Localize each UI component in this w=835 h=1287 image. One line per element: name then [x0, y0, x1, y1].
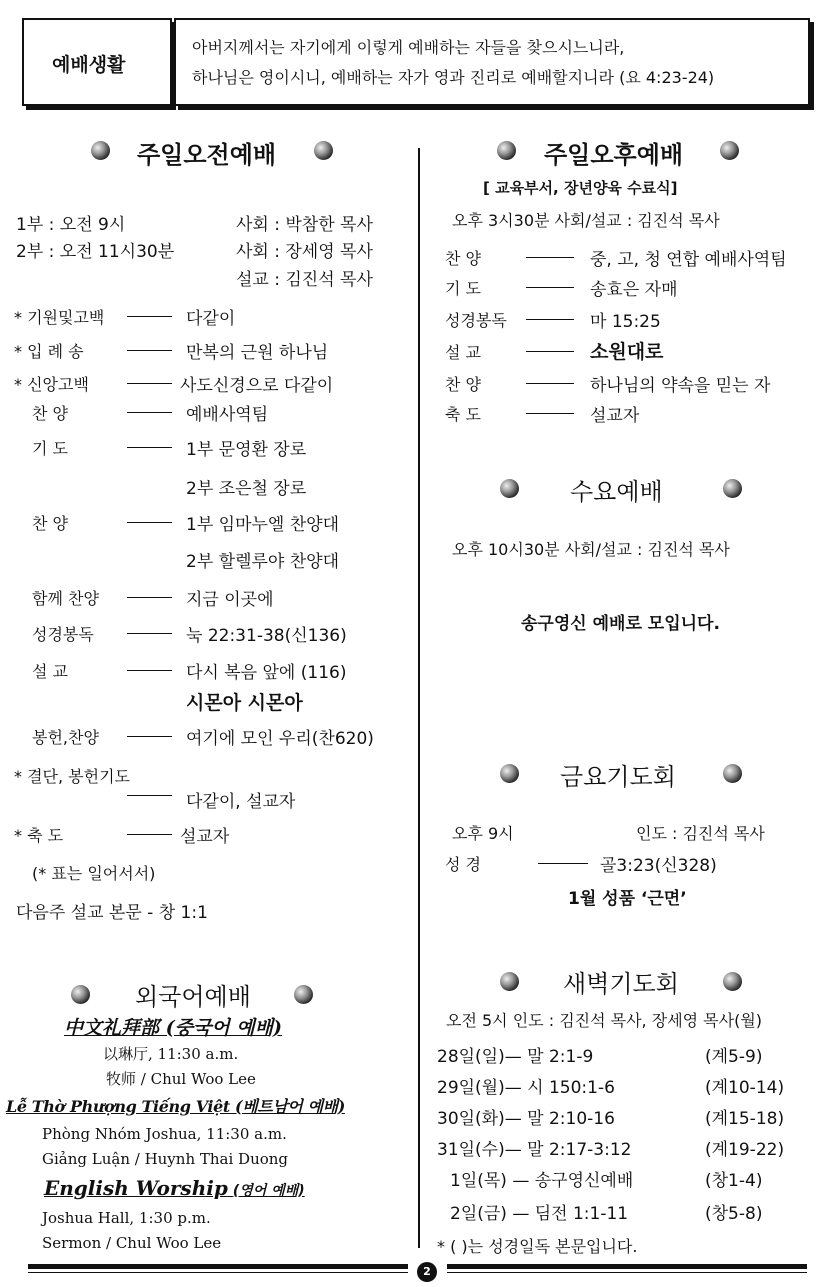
header-quote-box: [174, 18, 810, 106]
dawn-day: 28일(일)— 말 2:1-9: [437, 1047, 594, 1067]
pm-order-label: 설 교: [445, 343, 481, 362]
order-label: 봉헌,찬양: [32, 728, 99, 747]
footer-rule-left: [28, 1264, 408, 1269]
bullet-circle-icon: [497, 141, 516, 160]
order-label: * 기원및고백: [14, 308, 105, 327]
order-value: 여기에 모인 우리(찬620): [186, 729, 374, 749]
pm-order-value: 중, 고, 청 연합 예배사역팀: [590, 250, 787, 270]
order-label: 찬 양: [32, 404, 68, 423]
order-label: 성경봉독: [32, 625, 94, 644]
dawn-day: 2일(금) — 딤전 1:1-11: [450, 1204, 629, 1224]
bullet-circle-icon: [723, 479, 742, 498]
english-line1: Joshua Hall, 1:30 p.m.: [42, 1209, 211, 1227]
friday-time: 오후 9시: [452, 824, 514, 843]
order-label: 찬 양: [32, 514, 68, 533]
dawn-reading: (계5-9): [705, 1047, 763, 1067]
next-week-text: 다음주 설교 본문 - 창 1:1: [16, 903, 208, 923]
morning-title: 주일오전예배: [137, 141, 277, 169]
order-label: 기 도: [32, 439, 68, 458]
dawn-reading: (계19-22): [705, 1140, 785, 1160]
leader-line: [127, 316, 172, 317]
order-label: * 결단, 봉헌기도: [14, 767, 130, 786]
viet-title: Lễ Thờ Phượng Tiếng Việt (베트남어 예배): [6, 1097, 345, 1116]
afternoon-time-host: 오후 3시30분 사회/설교 : 김진석 목사: [452, 211, 720, 230]
dawn-reading: (계15-18): [705, 1109, 785, 1129]
order-value: 만복의 근원 하나님: [186, 343, 329, 363]
wednesday-info: 오후 10시30분 사회/설교 : 김진석 목사: [452, 540, 730, 559]
pm-order-label: 찬 양: [445, 375, 481, 394]
pm-order-label: 성경봉독: [445, 311, 507, 330]
dawn-reading: (창1-4): [705, 1171, 763, 1191]
footer-rule-left-thin: [28, 1272, 408, 1273]
leader-line: [127, 633, 172, 634]
morning-preacher: 설교 : 김진석 목사: [236, 270, 373, 290]
order-value: 설교자: [180, 827, 230, 847]
leader-line: [127, 736, 172, 737]
pm-order-label: 기 도: [445, 279, 481, 298]
dawn-title: 새벽기도회: [563, 970, 679, 998]
friday-bible-value: 골3:23(신328): [600, 856, 717, 876]
order-label: * 입 례 송: [14, 342, 84, 361]
leader-line: [127, 795, 172, 796]
leader-line: [127, 412, 172, 413]
leader-line: [127, 834, 172, 835]
friday-leader: 인도 : 김진석 목사: [636, 824, 765, 843]
bullet-circle-icon: [294, 985, 313, 1004]
morning-service2-time: 2부 : 오전 11시30분: [16, 242, 175, 262]
leader-line: [526, 351, 574, 352]
dawn-day: 1일(목) — 송구영신예배: [450, 1171, 634, 1191]
friday-bible-label: 성 경: [445, 855, 481, 874]
order-label: * 축 도: [14, 826, 64, 845]
leader-line: [127, 447, 172, 448]
friday-title: 금요기도회: [560, 763, 676, 791]
order-value-2: 2부 조은철 장로: [186, 479, 307, 499]
dawn-day: 30일(화)— 말 2:10-16: [437, 1109, 615, 1129]
bullet-circle-icon: [723, 972, 742, 991]
afternoon-subtitle: [ 교육부서, 장년양육 수료식]: [483, 179, 678, 197]
bullet-circle-icon: [500, 479, 519, 498]
morning-service2-host: 사회 : 장세영 목사: [236, 242, 373, 262]
dawn-info: 오전 5시 인도 : 김진석 목사, 장세영 목사(월): [446, 1011, 763, 1030]
order-label: 설 교: [32, 662, 68, 681]
pm-order-label: 축 도: [445, 405, 481, 424]
dawn-reading: (창5-8): [705, 1204, 763, 1224]
pm-order-label: 찬 양: [445, 249, 481, 268]
wednesday-notice: 송구영신 예배로 모입니다.: [521, 614, 720, 634]
order-value: 다같이: [186, 309, 236, 329]
morning-service1-host: 사회 : 박참한 목사: [236, 215, 373, 235]
leader-line: [127, 522, 172, 523]
pm-order-value: 설교자: [590, 406, 640, 426]
pm-order-value: 하나님의 약속을 믿는 자: [590, 376, 771, 396]
footer-rule-right-thin: [447, 1272, 807, 1273]
chinese-title: 中文礼拜部 (중국어 예배): [64, 1017, 282, 1039]
column-divider: [418, 148, 420, 1248]
order-label: * 신앙고백: [14, 375, 89, 394]
header-label: 예배생활: [52, 54, 126, 76]
header-quote-line2: 하나님은 영이시니, 예배하는 자가 영과 진리로 예배할지니라 (요 4:23-24): [192, 68, 715, 87]
footer-rule-right: [447, 1264, 807, 1269]
viet-line1: Phòng Nhóm Joshua, 11:30 a.m.: [42, 1125, 287, 1143]
english-subtitle: (영어 예배): [232, 1183, 305, 1199]
friday-virtue: 1월 성품 ‘근면’: [568, 889, 687, 909]
bullet-circle-icon: [314, 141, 333, 160]
order-value: 다같이, 설교자: [186, 792, 296, 812]
order-value: 1부 임마누엘 찬양대: [186, 515, 339, 535]
order-value: 다시 복음 앞에 (116): [186, 663, 347, 683]
dawn-day: 31일(수)— 말 2:17-3:12: [437, 1140, 632, 1160]
leader-line: [526, 383, 574, 384]
header-quote-line1: 아버지께서는 자기에게 이렇게 예배하는 자들을 찾으시느니라,: [192, 38, 625, 57]
leader-line: [526, 287, 574, 288]
order-value: 눅 22:31-38(신136): [186, 626, 347, 646]
order-value: 사도신경으로 다같이: [180, 376, 334, 396]
leader-line: [538, 863, 588, 864]
viet-line2: Giảng Luận / Huynh Thai Duong: [42, 1150, 289, 1168]
order-value: 예배사역팀: [186, 405, 269, 425]
bullet-circle-icon: [500, 972, 519, 991]
dawn-note: * ( )는 성경일독 본문입니다.: [437, 1237, 638, 1256]
bullet-circle-icon: [720, 141, 739, 160]
page-number: 2: [417, 1262, 437, 1282]
order-value: 지금 이곳에: [186, 590, 274, 610]
english-title: English Worship: [44, 1176, 228, 1200]
pm-sermon-title: 소원대로: [590, 341, 664, 363]
foreign-title: 외국어예배: [135, 983, 251, 1011]
order-value-2: 2부 할렐루야 찬양대: [186, 552, 339, 572]
leader-line: [526, 257, 574, 258]
bullet-circle-icon: [500, 764, 519, 783]
chinese-line1: 以琳厅, 11:30 a.m.: [103, 1045, 239, 1063]
chinese-line2: 牧师 / Chul Woo Lee: [106, 1070, 256, 1088]
pm-order-value: 마 15:25: [590, 312, 661, 332]
morning-service1-time: 1부 : 오전 9시: [16, 215, 126, 235]
sermon-title: 시몬아 시몬아: [186, 692, 303, 714]
leader-line: [526, 319, 574, 320]
leader-line: [526, 413, 574, 414]
dawn-reading: (계10-14): [705, 1078, 785, 1098]
pm-order-value: 송효은 자매: [590, 280, 678, 300]
leader-line: [127, 597, 172, 598]
afternoon-title: 주일오후예배: [544, 141, 684, 169]
bullet-circle-icon: [723, 764, 742, 783]
bullet-circle-icon: [91, 141, 110, 160]
english-heading: [44, 1176, 305, 1200]
order-value: 1부 문영환 장로: [186, 440, 307, 460]
leader-line: [127, 670, 172, 671]
english-line2: Sermon / Chul Woo Lee: [42, 1234, 222, 1252]
bullet-circle-icon: [71, 985, 90, 1004]
dawn-day: 29일(월)— 시 150:1-6: [437, 1078, 615, 1098]
leader-line: [127, 350, 172, 351]
wednesday-title: 수요예배: [570, 478, 663, 506]
order-label: 함께 찬양: [32, 589, 99, 608]
stand-note: (* 표는 일어서서): [32, 864, 156, 883]
leader-line: [127, 383, 172, 384]
